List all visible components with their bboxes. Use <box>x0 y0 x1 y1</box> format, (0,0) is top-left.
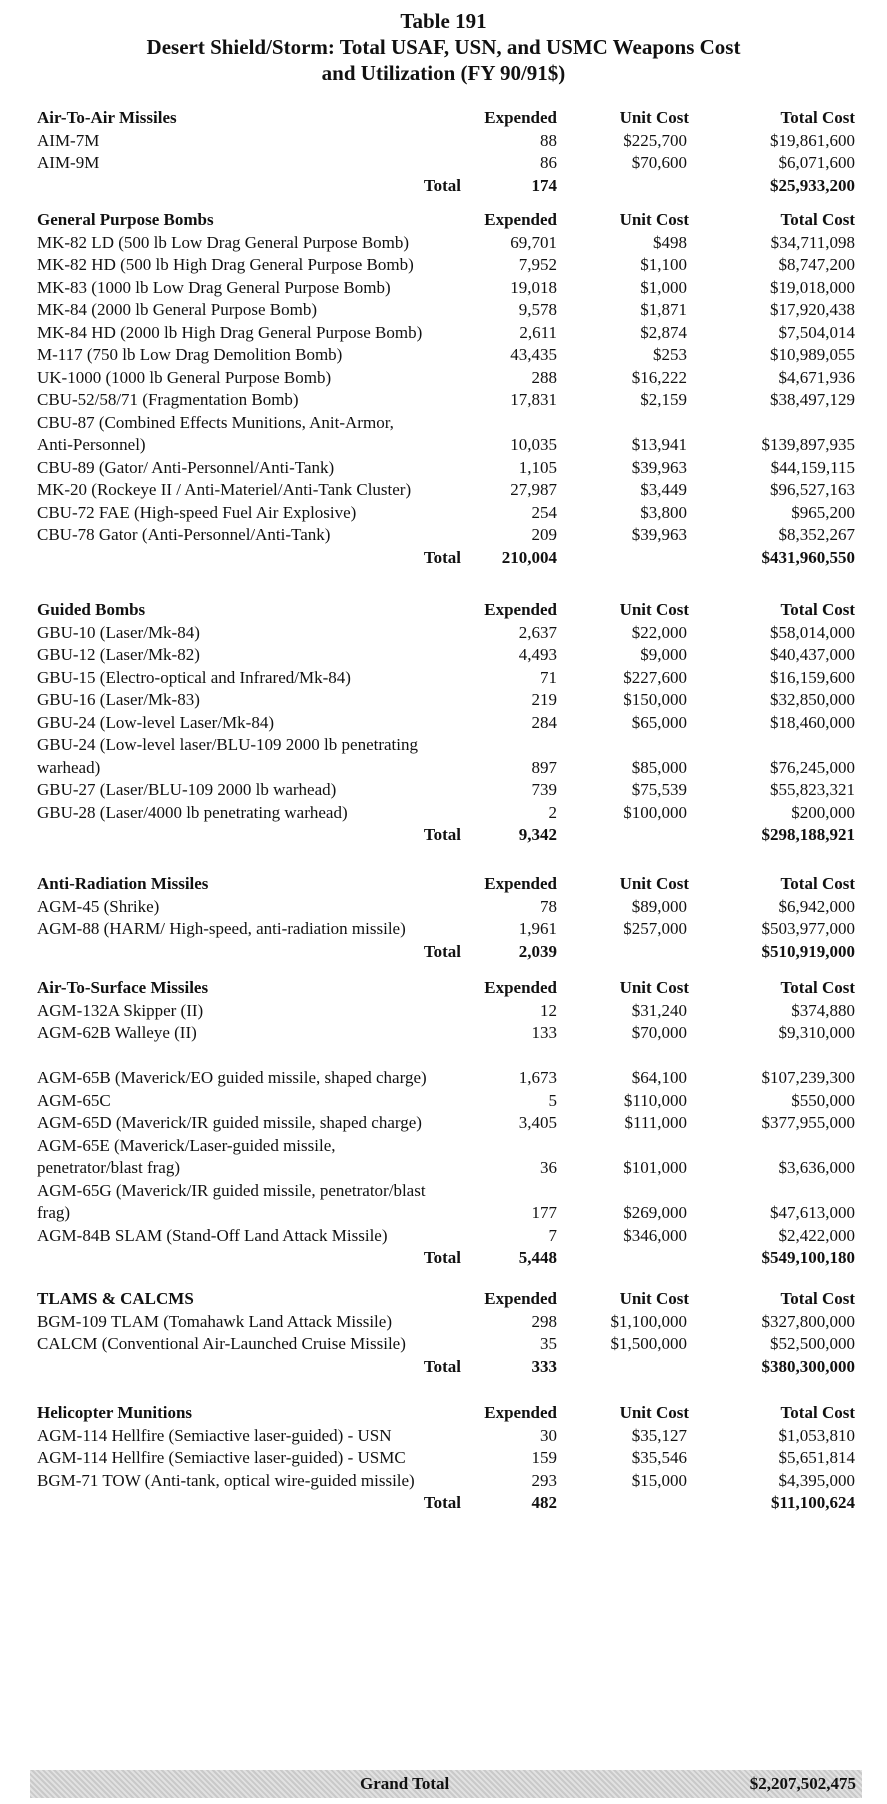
column-header-total-cost: Total Cost <box>780 108 855 127</box>
total-cost-value: $6,942,000 <box>778 896 855 916</box>
unit-cost-value: $346,000 <box>623 1225 687 1245</box>
unit-cost-value: $1,871 <box>640 300 687 319</box>
expended-value: 133 <box>531 1023 557 1042</box>
weapon-name: Anti-Personnel) <box>37 435 146 454</box>
expended-value: 27,987 <box>510 480 557 499</box>
total-label: Total <box>423 1493 461 1512</box>
unit-cost-value: $1,500,000 <box>610 1334 687 1353</box>
expended-value: 69,701 <box>510 232 557 252</box>
section-total-row <box>0 1490 887 1516</box>
unit-cost-value: $150,000 <box>623 690 687 709</box>
total-expended-value: 174 <box>531 175 557 195</box>
total-cost-value: $55,823,321 <box>770 780 855 799</box>
unit-cost-value: $64,100 <box>631 1068 687 1087</box>
unit-cost-value: $257,000 <box>623 919 687 938</box>
total-cost-value: $4,671,936 <box>778 367 855 387</box>
unit-cost-value: $2,159 <box>640 390 687 409</box>
section-total-row <box>0 173 887 199</box>
total-cost-value: $200,000 <box>791 802 855 822</box>
unit-cost-value: $70,000 <box>631 1023 687 1042</box>
section-title: Guided Bombs <box>37 600 146 619</box>
total-cost-value: $3,636,000 <box>778 1158 855 1177</box>
expended-value: 4,493 <box>518 645 557 664</box>
column-header-expended: Expended <box>484 874 557 893</box>
unit-cost-value: $101,000 <box>623 1158 687 1177</box>
unit-cost-value: $15,000 <box>631 1470 687 1490</box>
column-header-total-cost: Total Cost <box>780 1289 855 1308</box>
total-cost-sum: $380,300,000 <box>761 1356 855 1376</box>
column-header-unit-cost: Unit Cost <box>619 210 689 229</box>
weapon-name: GBU-28 (Laser/4000 lb penetrating warhead) <box>37 802 348 822</box>
expended-value: 2,611 <box>519 322 557 342</box>
expended-value: 86 <box>540 153 557 172</box>
expended-value: 293 <box>531 1470 557 1490</box>
section-title: General Purpose Bombs <box>37 210 214 229</box>
weapon-name: CBU-78 Gator (Anti-Personnel/Anti-Tank) <box>37 525 331 544</box>
expended-value: 78 <box>540 896 557 916</box>
column-header-total-cost: Total Cost <box>780 874 855 893</box>
weapon-name: CBU-89 (Gator/ Anti-Personnel/Anti-Tank) <box>37 457 335 477</box>
total-label: Total <box>423 175 461 195</box>
table-title-line-1: Desert Shield/Storm: Total USAF, USN, and USMC Weapons Cost <box>146 35 741 59</box>
section-title: Air-To-Surface Missiles <box>37 978 209 997</box>
total-expended-value: 9,342 <box>518 825 557 844</box>
section-title: TLAMS & CALCMS <box>37 1289 194 1308</box>
expended-value: 288 <box>531 367 557 387</box>
expended-value: 219 <box>531 690 557 709</box>
weapon-name: GBU-10 (Laser/Mk-84) <box>37 622 200 642</box>
total-cost-value: $107,239,300 <box>761 1068 855 1087</box>
weapon-name: MK-82 LD (500 lb Low Drag General Purpose Bomb) <box>37 232 410 252</box>
expended-value: 35 <box>540 1334 557 1353</box>
unit-cost-value: $3,449 <box>640 480 687 499</box>
total-cost-value: $327,800,000 <box>761 1311 855 1331</box>
column-header-expended: Expended <box>484 108 557 127</box>
column-header-unit-cost: Unit Cost <box>619 978 689 997</box>
total-cost-value: $139,897,935 <box>761 435 855 454</box>
total-cost-value: $9,310,000 <box>778 1023 855 1042</box>
weapon-name: AGM-132A Skipper (II) <box>37 1000 204 1020</box>
expended-value: 12 <box>540 1000 557 1020</box>
weapon-name: AGM-62B Walleye (II) <box>37 1023 197 1042</box>
total-cost-value: $58,014,000 <box>770 622 855 642</box>
weapon-name: CBU-87 (Combined Effects Munitions, Anit-Armor, <box>37 412 394 432</box>
total-cost-value: $17,920,438 <box>770 300 855 319</box>
column-header-unit-cost: Unit Cost <box>619 600 689 619</box>
total-label: Total <box>423 941 461 961</box>
total-cost-value: $503,977,000 <box>761 919 855 938</box>
total-cost-value: $1,053,810 <box>778 1425 855 1445</box>
total-cost-value: $18,460,000 <box>770 712 855 732</box>
total-cost-value: $47,613,000 <box>770 1203 855 1222</box>
expended-value: 298 <box>531 1311 557 1331</box>
expended-value: 739 <box>531 780 557 799</box>
total-cost-value: $32,850,000 <box>770 690 855 709</box>
total-cost-value: $34,711,098 <box>770 232 855 252</box>
expended-value: 177 <box>531 1203 557 1222</box>
weapon-name: AGM-65G (Maverick/IR guided missile, penetrator/blast <box>37 1180 426 1200</box>
total-label: Total <box>423 825 461 844</box>
total-cost-sum: $25,933,200 <box>770 175 855 195</box>
grand-total-bar <box>30 1770 862 1798</box>
unit-cost-value: $1,000 <box>640 277 687 297</box>
weapon-name: BGM-71 TOW (Anti-tank, optical wire-guided missile) <box>37 1470 415 1490</box>
unit-cost-value: $2,874 <box>640 322 687 342</box>
weapon-name: MK-20 (Rockeye II / Anti-Materiel/Anti-Tank Cluster) <box>37 480 412 499</box>
unit-cost-value: $1,100,000 <box>610 1311 687 1331</box>
grand-total-value: $2,207,502,475 <box>749 1774 856 1793</box>
column-header-total-cost: Total Cost <box>780 600 855 619</box>
total-expended-value: 210,004 <box>501 547 557 567</box>
total-cost-value: $965,200 <box>791 502 855 522</box>
total-cost-sum: $11,100,624 <box>770 1493 855 1512</box>
weapon-name: AGM-65B (Maverick/EO guided missile, shaped charge) <box>37 1068 427 1087</box>
weapon-name: CALCM (Conventional Air-Launched Cruise Missile) <box>37 1334 406 1353</box>
unit-cost-value: $225,700 <box>623 130 687 150</box>
unit-cost-value: $39,963 <box>631 525 687 544</box>
weapon-name: AGM-88 (HARM/ High-speed, anti-radiation missile) <box>37 919 406 938</box>
weapon-name: warhead) <box>37 757 101 777</box>
expended-value: 159 <box>531 1448 557 1467</box>
unit-cost-value: $35,546 <box>631 1448 687 1467</box>
expended-value: 7,952 <box>518 255 557 274</box>
total-cost-value: $40,437,000 <box>770 645 855 664</box>
weapon-name: M-117 (750 lb Low Drag Demolition Bomb) <box>37 345 343 364</box>
unit-cost-value: $498 <box>653 232 687 252</box>
total-cost-value: $4,395,000 <box>778 1470 855 1490</box>
weapon-name: AIM-9M <box>37 153 100 172</box>
section-total-row <box>0 545 887 571</box>
section-title: Anti-Radiation Missiles <box>37 874 209 893</box>
weapon-name: AGM-114 Hellfire (Semiactive laser-guided) - USMC <box>37 1448 406 1467</box>
total-cost-value: $16,159,600 <box>770 667 855 687</box>
unit-cost-value: $22,000 <box>631 622 687 642</box>
expended-value: 284 <box>531 712 557 732</box>
section-title: Air-To-Air Missiles <box>37 108 177 127</box>
total-cost-value: $52,500,000 <box>770 1334 855 1353</box>
column-header-total-cost: Total Cost <box>780 978 855 997</box>
unit-cost-value: $269,000 <box>623 1203 687 1222</box>
weapon-name: AGM-45 (Shrike) <box>37 896 160 916</box>
weapon-name: MK-83 (1000 lb Low Drag General Purpose Bomb) <box>37 277 391 297</box>
weapon-name: AGM-65C <box>37 1090 111 1110</box>
total-expended-value: 5,448 <box>518 1248 557 1267</box>
total-expended-value: 333 <box>531 1356 557 1376</box>
total-cost-sum: $510,919,000 <box>761 941 855 961</box>
grand-total-label: Grand Total <box>360 1774 450 1793</box>
weapon-name: AGM-114 Hellfire (Semiactive laser-guided) - USN <box>37 1425 392 1445</box>
total-label: Total <box>423 547 461 567</box>
total-cost-value: $2,422,000 <box>778 1225 855 1245</box>
expended-value: 2 <box>548 802 557 822</box>
weapon-name: penetrator/blast frag) <box>37 1158 181 1177</box>
column-header-total-cost: Total Cost <box>780 1403 855 1422</box>
expended-value: 7 <box>548 1225 557 1245</box>
expended-value: 17,831 <box>510 390 557 409</box>
unit-cost-value: $1,100 <box>640 255 687 274</box>
total-cost-value: $19,018,000 <box>770 277 855 297</box>
total-cost-sum: $431,960,550 <box>761 547 855 567</box>
expended-value: 254 <box>531 502 557 522</box>
weapon-name: GBU-12 (Laser/Mk-82) <box>37 645 200 664</box>
unit-cost-value: $9,000 <box>640 645 687 664</box>
unit-cost-value: $65,000 <box>631 712 687 732</box>
weapon-name: GBU-24 (Low-level laser/BLU-109 2000 lb penetrating <box>37 735 418 754</box>
total-cost-value: $38,497,129 <box>770 390 855 409</box>
unit-cost-value: $85,000 <box>631 757 687 777</box>
total-cost-value: $44,159,115 <box>770 457 855 477</box>
total-cost-value: $76,245,000 <box>770 757 855 777</box>
total-cost-value: $96,527,163 <box>770 480 855 499</box>
section-total-row <box>0 939 887 965</box>
weapon-name: frag) <box>37 1203 71 1222</box>
expended-value: 36 <box>540 1158 557 1177</box>
weapon-name: GBU-15 (Electro-optical and Infrared/Mk-84) <box>37 667 351 687</box>
weapon-name: MK-82 HD (500 lb High Drag General Purpose Bomb) <box>37 255 414 274</box>
expended-value: 9,578 <box>518 300 557 319</box>
column-header-unit-cost: Unit Cost <box>619 108 689 127</box>
total-cost-value: $19,861,600 <box>770 130 855 150</box>
column-header-expended: Expended <box>484 978 557 997</box>
expended-value: 43,435 <box>510 345 557 364</box>
unit-cost-value: $75,539 <box>631 780 687 799</box>
weapon-name: CBU-72 FAE (High-speed Fuel Air Explosive) <box>37 502 357 522</box>
weapon-name: MK-84 HD (2000 lb High Drag General Purpose Bomb) <box>37 322 423 342</box>
column-header-unit-cost: Unit Cost <box>619 1289 689 1308</box>
unit-cost-value: $3,800 <box>640 502 687 522</box>
column-header-expended: Expended <box>484 600 557 619</box>
expended-value: 897 <box>531 757 557 777</box>
expended-value: 88 <box>540 130 557 150</box>
total-expended-value: 2,039 <box>518 941 557 961</box>
expended-value: 1,961 <box>518 919 557 938</box>
unit-cost-value: $16,222 <box>631 367 687 387</box>
column-header-total-cost: Total Cost <box>780 210 855 229</box>
total-cost-value: $377,955,000 <box>761 1113 855 1132</box>
unit-cost-value: $70,600 <box>631 153 687 172</box>
expended-value: 30 <box>540 1425 557 1445</box>
weapon-name: BGM-109 TLAM (Tomahawk Land Attack Missile) <box>37 1311 392 1331</box>
unit-cost-value: $89,000 <box>631 896 687 916</box>
weapon-name: GBU-27 (Laser/BLU-109 2000 lb warhead) <box>37 780 337 799</box>
unit-cost-value: $111,000 <box>624 1113 687 1132</box>
section-title: Helicopter Munitions <box>37 1403 193 1422</box>
weapon-name: GBU-16 (Laser/Mk-83) <box>37 690 200 709</box>
unit-cost-value: $35,127 <box>631 1425 687 1445</box>
expended-value: 19,018 <box>510 277 557 297</box>
total-cost-value: $550,000 <box>791 1090 855 1110</box>
expended-value: 3,405 <box>518 1113 557 1132</box>
expended-value: 5 <box>548 1090 557 1110</box>
total-cost-value: $6,071,600 <box>778 153 855 172</box>
section-total-row <box>0 1354 887 1380</box>
unit-cost-value: $253 <box>653 345 687 364</box>
expended-value: 209 <box>531 525 557 544</box>
column-header-expended: Expended <box>484 210 557 229</box>
expended-value: 1,105 <box>518 457 557 477</box>
unit-cost-value: $31,240 <box>631 1000 687 1020</box>
weapon-name: AGM-65E (Maverick/Laser-guided missile, <box>37 1135 336 1155</box>
unit-cost-value: $227,600 <box>623 667 687 687</box>
table-title-line-2: and Utilization (FY 90/91$) <box>321 61 566 85</box>
total-label: Total <box>423 1248 461 1267</box>
expended-value: 1,673 <box>518 1068 557 1087</box>
total-expended-value: 482 <box>531 1493 557 1512</box>
unit-cost-value: $13,941 <box>631 435 687 454</box>
weapon-name: CBU-52/58/71 (Fragmentation Bomb) <box>37 390 299 409</box>
total-cost-value: $8,352,267 <box>778 525 855 544</box>
column-header-expended: Expended <box>484 1289 557 1308</box>
column-header-unit-cost: Unit Cost <box>619 1403 689 1422</box>
weapon-name: GBU-24 (Low-level Laser/Mk-84) <box>37 712 274 732</box>
unit-cost-value: $39,963 <box>631 457 687 477</box>
weapon-name: AIM-7M <box>37 130 100 150</box>
weapon-name: MK-84 (2000 lb General Purpose Bomb) <box>37 300 317 319</box>
total-cost-value: $374,880 <box>791 1000 855 1020</box>
column-header-unit-cost: Unit Cost <box>619 874 689 893</box>
unit-cost-value: $100,000 <box>623 802 687 822</box>
total-cost-value: $5,651,814 <box>778 1448 855 1467</box>
total-cost-value: $10,989,055 <box>770 345 855 364</box>
total-cost-sum: $549,100,180 <box>761 1248 855 1267</box>
total-cost-sum: $298,188,921 <box>761 825 855 844</box>
table-number: Table 191 <box>400 9 487 33</box>
expended-value: 2,637 <box>518 622 557 642</box>
total-cost-value: $8,747,200 <box>778 255 855 274</box>
weapon-name: UK-1000 (1000 lb General Purpose Bomb) <box>37 367 332 387</box>
total-cost-value: $7,504,014 <box>778 322 855 342</box>
expended-value: 10,035 <box>510 435 557 454</box>
weapon-name: AGM-84B SLAM (Stand-Off Land Attack Missile) <box>37 1225 388 1245</box>
section-total-row <box>0 822 887 848</box>
weapon-name: AGM-65D (Maverick/IR guided missile, shaped charge) <box>37 1113 422 1132</box>
total-label: Total <box>423 1356 461 1376</box>
expended-value: 71 <box>540 667 557 687</box>
column-header-expended: Expended <box>484 1403 557 1422</box>
unit-cost-value: $110,000 <box>623 1090 687 1110</box>
section-total-row <box>0 1245 887 1271</box>
